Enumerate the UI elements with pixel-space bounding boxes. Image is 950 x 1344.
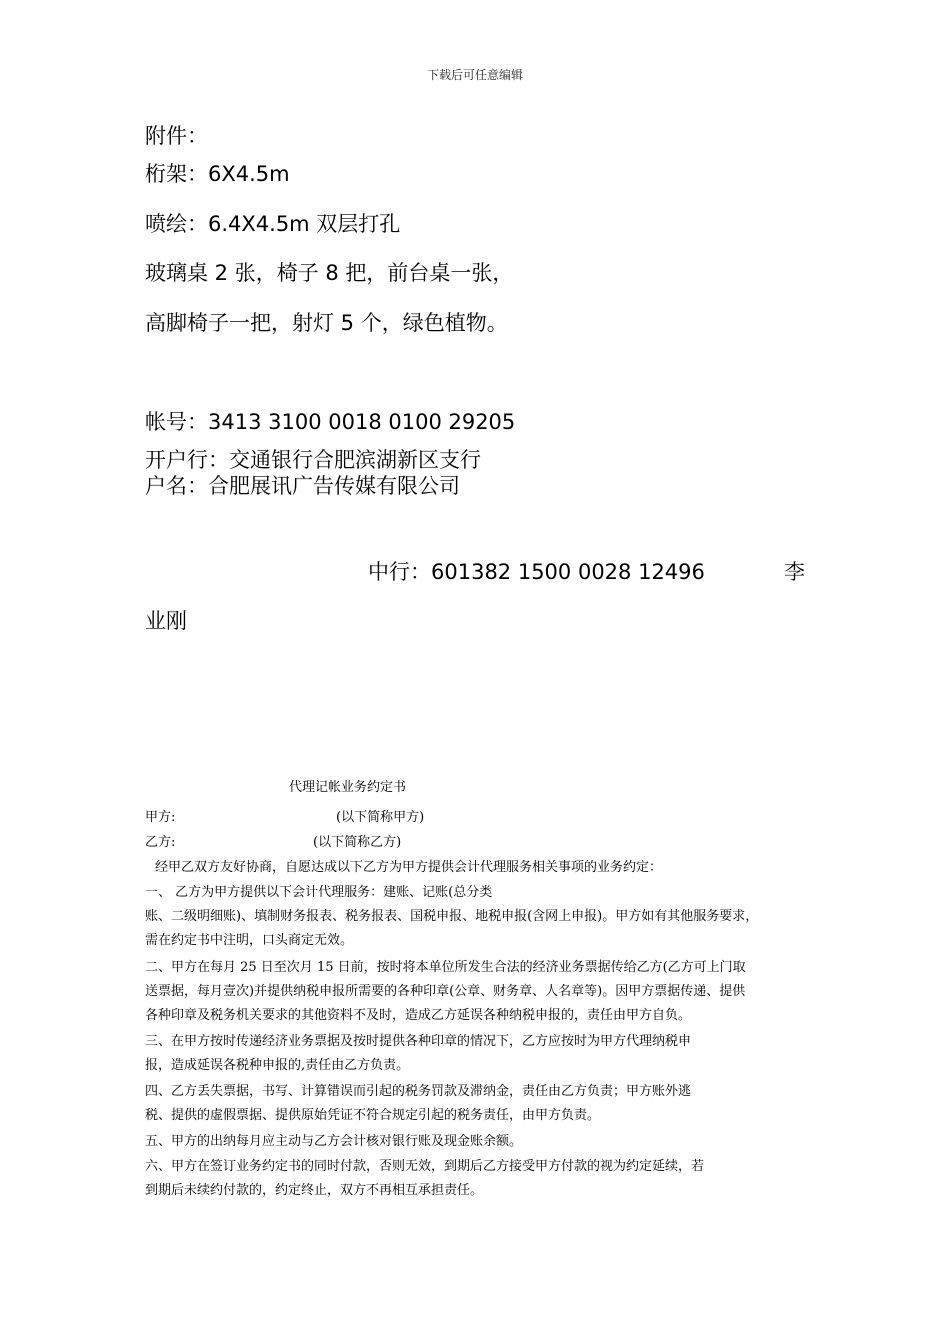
clause-3-line: 三、在甲方按时传递经济业务票据及按时提供各种印章的情况下，乙方应按时为甲方代理纳税申 [145, 1034, 692, 1049]
clause-4 [145, 1080, 813, 1128]
bank-name: 开户行：交通银行合肥滨湖新区支行 [145, 448, 481, 472]
party-a-note: (以下简称甲方) [336, 810, 425, 825]
party-b-label: 乙方: [145, 835, 176, 850]
spray-print-spec: 喷绘：6.4X4.5m 双层打孔 [145, 212, 401, 236]
party-a-label: 甲方: [145, 810, 176, 825]
furniture-line-2: 高脚椅子一把，射灯 5 个，绿色植物。 [145, 311, 508, 335]
truss-spec: 桁架：6X4.5m [145, 162, 290, 186]
clause-2-line: 送票据，每月壹次)并提供纳税申报所需要的各种印章(公章、财务章、人名章等)。因甲方票据传递、提供 [145, 984, 746, 999]
clause-1-line: 账、二级明细账)、填制财务报表、税务报表、国税申报、地税申报(含网上申报)。甲方如有其他服务要求， [145, 909, 759, 924]
contract-intro: 经甲乙双方友好协商，自愿达成以下乙方为甲方提供会计代理服务相关事项的业务约定： [155, 860, 663, 875]
clause-5-line: 五、甲方的出纳每月应主动与乙方会计核对银行账及现金账余额。 [145, 1134, 523, 1149]
clause-3-line: 报，造成延误各税种申报的,责任由乙方负责。 [145, 1058, 410, 1073]
party-b-note: (以下简称乙方) [313, 835, 402, 850]
clause-6-line: 六、甲方在签订业务约定书的同时付款，否则无效，到期后乙方接受甲方付款的视为约定延续，若 [145, 1159, 705, 1174]
clause-6 [145, 1155, 813, 1203]
account-holder: 户名：合肥展讯广告传媒有限公司 [145, 474, 460, 498]
clause-5 [145, 1130, 813, 1154]
attachment-label: 附件： [145, 124, 208, 148]
clause-2-line: 二、甲方在每月 25 日至次月 15 日前，按时将本单位所发生合法的经济业务票据传给乙方(乙方可上门取 [145, 960, 746, 975]
clause-1-line: 一、 乙方为甲方提供以下会计代理服务：建账、记账(总分类 [145, 885, 493, 900]
clause-1-line: 需在约定书中注明，口头商定无效。 [145, 933, 354, 948]
contract-title: 代理记帐业务约定书 [289, 780, 407, 795]
clause-6-line: 到期后未续约付款的，约定终止，双方不再相互承担责任。 [145, 1183, 484, 1198]
clause-4-line: 税、提供的虚假票据、提供原始凭证不符合规定引起的税务责任，由甲方负责。 [145, 1108, 601, 1123]
clause-2 [145, 956, 813, 1028]
clause-1 [145, 881, 813, 953]
boc-person-name-part1: 李 [784, 560, 805, 584]
clause-4-line: 四、乙方丢失票据，书写、计算错误而引起的税务罚款及滞纳金，责任由乙方负责；甲方账外逃 [145, 1084, 692, 1099]
account-number: 帐号：3413 3100 0018 0100 29205 [145, 410, 516, 434]
furniture-line-1: 玻璃桌 2 张，椅子 8 把，前台桌一张， [145, 261, 514, 285]
clause-3 [145, 1030, 813, 1078]
boc-person-name-part2: 业刚 [145, 609, 187, 633]
clause-2-line: 各种印章及税务机关要求的其他资料不及时，造成乙方延误各种纳税申报的，责任由甲方自负。 [145, 1008, 692, 1023]
page-header: 下载后可任意编辑 [426, 68, 523, 82]
boc-account: 中行：601382 1500 0028 12496 [368, 560, 705, 584]
